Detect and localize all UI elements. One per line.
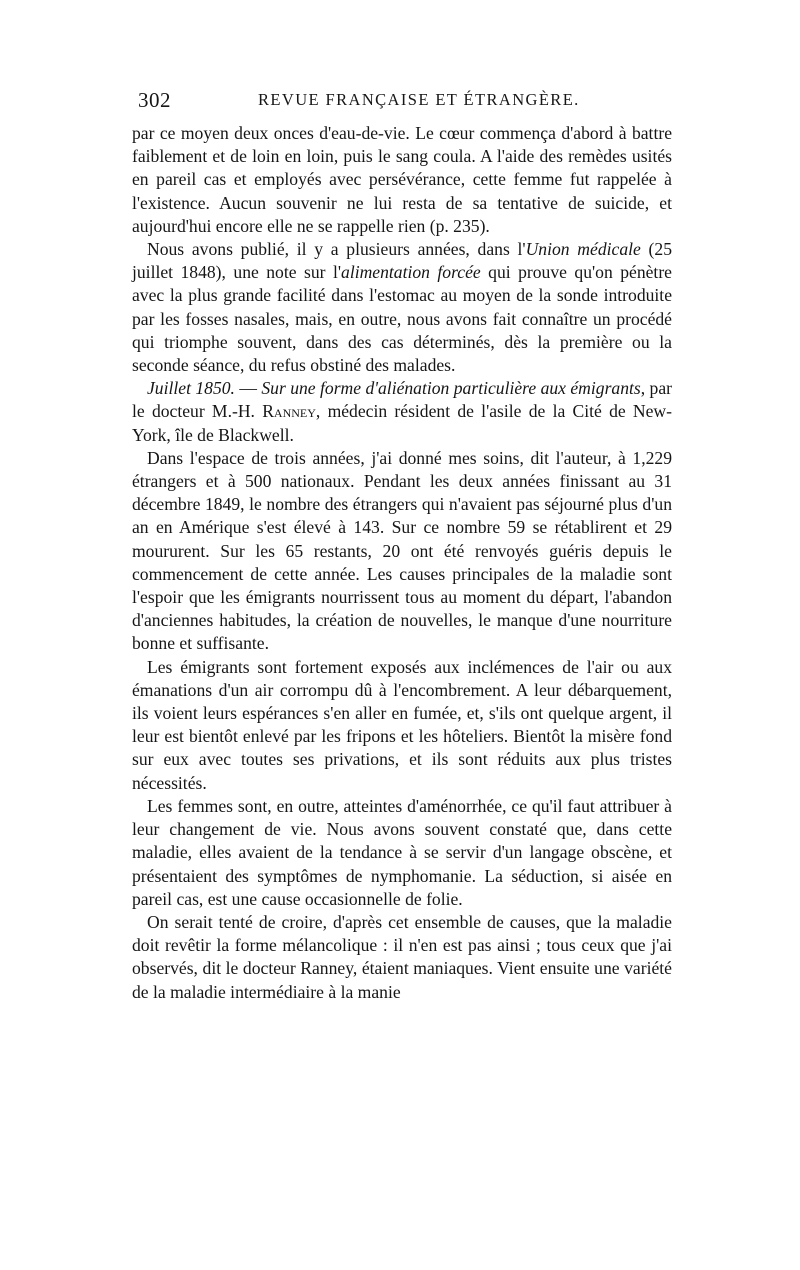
- paragraph-7: On serait tenté de croire, d'après cet ensemble de causes, que la maladie doit revêtir la forme mélancolique : il n'en est pas ainsi ; tous ceux que j'ai observés, dit le docteur Ranney, étaient maniaques. Vient ensuite une variété de la maladie intermédiaire à la manie: [132, 911, 672, 1002]
- entry-date: Juillet 1850.: [147, 378, 235, 399]
- paragraph-4: Dans l'espace de trois années, j'ai donné mes soins, dit l'auteur, à 1,229 étrangers et à 500 nationaux. Pendant les deux années finissant au 31 décembre 1849, le nombre des étrangers qui n'avaient pas séjourné plus d'un an en Amérique s'est élevé à 143. Sur ce nombre 59 se rétablirent et 29 moururent. Sur les 65 restants, 20 ont été renvoyés guéris depuis le commencement de cette année. Les causes principales de la maladie sont l'espoir que les émigrants nourrissent tous au moment du départ, l'abandon d'anciennes habitudes, la création de nouvelles, le manque d'une nourriture bonne et suffisante.: [132, 447, 672, 654]
- book-page: [132, 88, 672, 1004]
- author-name: Ranney: [262, 401, 316, 422]
- paragraph-3: [132, 377, 672, 447]
- article-title-alimentation-forcee: alimentation forcée: [341, 262, 481, 283]
- paragraph-1: par ce moyen deux onces d'eau-de-vie. Le cœur commença d'abord à battre faiblement et de loin en loin, puis le sang coula. A l'aide des remèdes usités en pareil cas et employés avec persévérance, cette femme fut rappelée à l'existence. Aucun souvenir ne lui resta de sa tentative de suicide, et aujourd'hui encore elle ne se rappelle rien (p. 235).: [132, 123, 672, 236]
- journal-title-union-medicale: Union médicale: [525, 239, 641, 260]
- running-head: REVUE FRANÇAISE ET ÉTRANGÈRE.: [258, 90, 580, 109]
- page-header: [132, 88, 672, 122]
- entry-dash: —: [234, 378, 262, 399]
- paragraph-2-text-a: Nous avons publié, il y a plusieurs années, dans l': [147, 239, 526, 260]
- paragraph-2-text-c: (25 juillet 1848), une note sur l': [132, 239, 672, 283]
- paragraph-2-text-e: qui prouve qu'on pénètre avec la plus grande facilité dans l'estomac au moyen de la sonde introduite par les fosses nasales, mais, en outre, nous avons fait connaître un procédé qui triomphe souvent, dans des cas déterminés, dès la première ou la seconde séance, du refus obstiné des malades.: [132, 262, 672, 376]
- entry-byline: , par le docteur M.-H.: [132, 378, 673, 422]
- entry-affiliation: , médecin résident de l'asile de la Cité de New-York, île de Blackwell.: [132, 401, 672, 445]
- paragraph-5: Les émigrants sont fortement exposés aux inclémences de l'air ou aux émanations d'un air corrompu dû à l'encombrement. A leur débarquement, ils voient leurs espérances s'en aller en fumée, et, s'ils ont quelque argent, il leur est bientôt enlevé par les fripons et les hôteliers. Bientôt la misère fond sur eux avec toutes ses privations, et ils sont réduits aux plus tristes nécessités.: [132, 656, 672, 793]
- paragraph-2: [132, 238, 672, 377]
- paragraph-6: Les femmes sont, en outre, atteintes d'aménorrhée, ce qu'il faut attribuer à leur changement de vie. Nous avons souvent constaté que, dans cette maladie, elles avaient de la tendance à se servir d'un langage obscène, et présentaient des symptômes de nymphomanie. La séduction, si aisée en pareil cas, est une cause occasionnelle de folie.: [132, 795, 672, 909]
- page-number: 302: [138, 88, 171, 112]
- entry-title: Sur une forme d'aliénation particulière aux émigrants: [261, 378, 641, 399]
- body-text: [132, 122, 672, 1004]
